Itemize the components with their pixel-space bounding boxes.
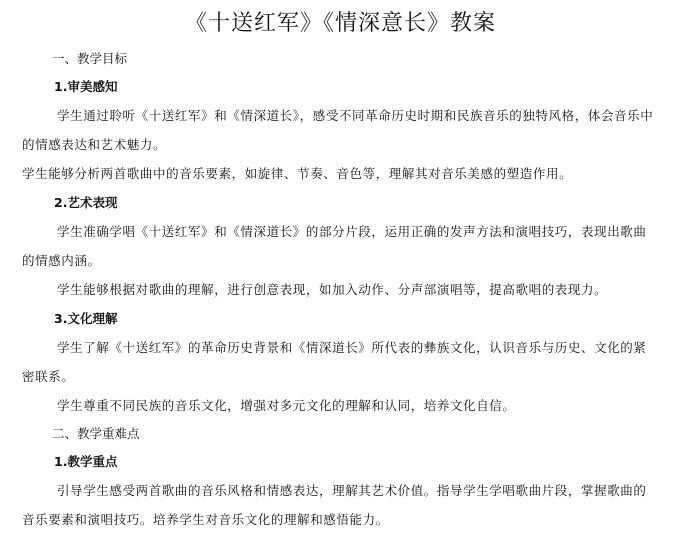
subheading-teaching-focus: 1.教学重点	[54, 454, 118, 469]
document-title: 《十送红军》《情深意长》教案	[184, 11, 496, 36]
paragraph: 学生能够分析两首歌曲中的音乐要素，如旋律、节奏、音色等，理解其对音乐美感的塑造作用。	[22, 166, 573, 181]
subheading-artistic-expression: 2.艺术表现	[54, 195, 118, 210]
paragraph: 学生准确学唱《十送红军》和《情深道长》的部分片段，运用正确的发声方法和演唱技巧，表现出歌曲的情感内涵。	[22, 224, 647, 268]
paragraph: 引导学生感受两首歌曲的音乐风格和情感表达，理解其艺术价值。指导学生学唱歌曲片段，掌握歌曲的音乐要素和演唱技巧。培养学生对音乐文化的理解和感悟能力。	[22, 483, 647, 527]
paragraph: 学生能够根据对歌曲的理解，进行创意表现，如加入动作、分声部演唱等，提高歌唱的表现力。	[57, 282, 608, 297]
subheading-aesthetic-perception: 1.审美感知	[54, 79, 118, 94]
section-heading-key-points: 二、教学重难点	[52, 426, 140, 441]
paragraph: 学生通过聆听《十送红军》和《情深道长》，感受不同革命历史时期和民族音乐的独特风格，体会音乐中的情感表达和艺术魅力。	[22, 108, 654, 152]
paragraph: 学生了解《十送红军》的革命历史背景和《情深道长》所代表的彝族文化，认识音乐与历史、文化的紧密联系。	[22, 340, 647, 384]
paragraph: 学生尊重不同民族的音乐文化，增强对多元文化的理解和认同，培养文化自信。	[57, 398, 516, 413]
subheading-cultural-understanding: 3.文化理解	[54, 311, 118, 326]
section-heading-objectives: 一、教学目标	[52, 51, 128, 66]
